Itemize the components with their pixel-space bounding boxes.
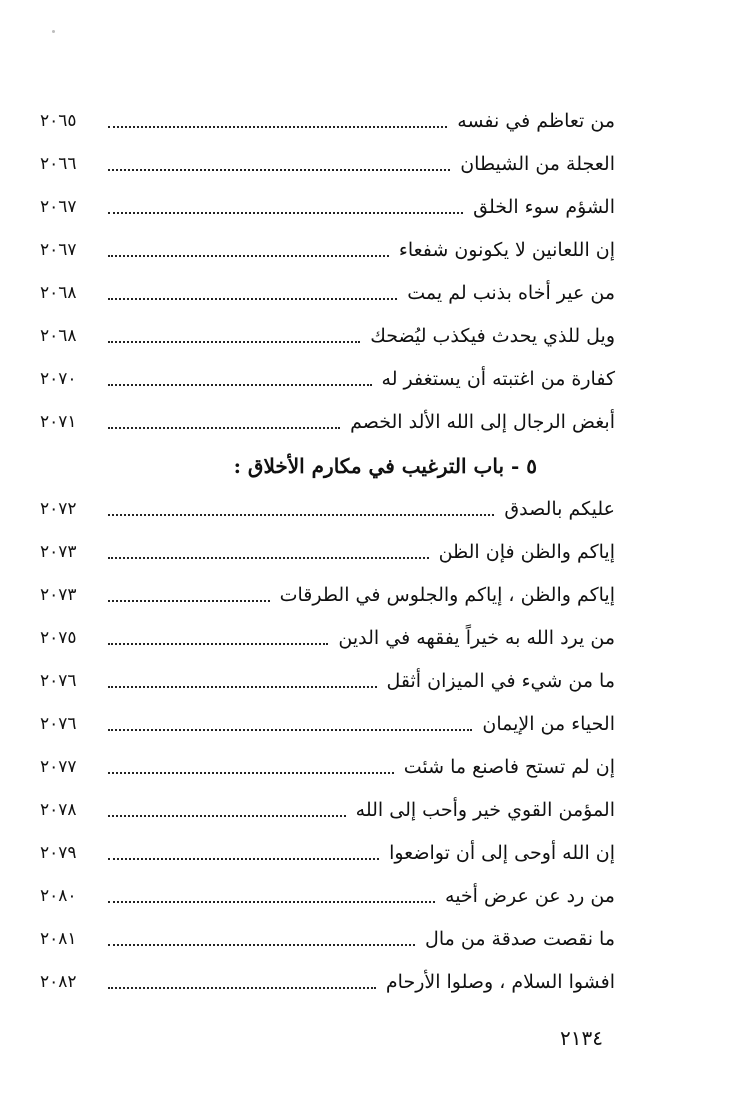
toc-entry [40,531,615,574]
toc-entry [40,186,615,229]
table-of-contents [40,100,615,1004]
entry-title: إن لم تستح فاصنع ما شئت [403,756,615,778]
toc-entry [40,961,615,1004]
entry-title: من تعاظم في نفسه [457,110,615,132]
entry-page: ٢٠٨١ [40,929,77,949]
toc-entry [40,660,615,703]
toc-entry [40,229,615,272]
toc-entry [40,746,615,789]
entry-title: إياكم والظن فإن الظن [438,541,615,563]
entry-title: إن الله أوحى إلى أن تواضعوا [389,842,615,864]
entry-title: ما نقصت صدقة من مال [425,928,615,950]
toc-entry [40,272,615,315]
toc-entry [40,875,615,918]
toc-entry [40,358,615,401]
dot-leader [108,169,450,171]
dot-leader [108,643,328,645]
entry-title: من يرد الله به خيراً يفقهه في الدين [338,627,615,649]
dot-leader [108,729,472,731]
entry-page: ٢٠٦٨ [40,283,77,303]
dot-leader [108,944,415,946]
dot-leader [108,600,270,602]
dot-leader [108,384,372,386]
dot-leader [108,557,429,559]
toc-entry [40,401,615,444]
dot-leader [108,987,376,989]
dot-leader [108,255,389,257]
entry-title: الحياء من الإيمان [482,713,615,735]
entry-page: ٢٠٧٩ [40,843,77,863]
entry-title: افشوا السلام ، وصلوا الأرحام [385,971,615,993]
dot-leader [108,901,435,903]
entry-title: أبغض الرجال إلى الله الألد الخصم [350,411,615,433]
entry-title: من رد عن عرض أخيه [445,885,615,907]
toc-entry [40,789,615,832]
dot-leader [108,298,397,300]
page-number: ٢١٣٤ [560,1026,603,1050]
entry-page: ٢٠٦٥ [40,111,77,131]
entry-page: ٢٠٧٢ [40,499,77,519]
entry-title: ويل للذي يحدث فيكذب ليُضحك [370,325,615,347]
toc-entry [40,703,615,746]
entry-title: عليكم بالصدق [504,498,615,520]
toc-entry [40,143,615,186]
entry-page: ٢٠٨٢ [40,972,77,992]
entry-page: ٢٠٦٧ [40,197,77,217]
toc-entry [40,918,615,961]
entry-title: المؤمن القوي خير وأحب إلى الله [355,799,615,821]
entry-page: ٢٠٧٣ [40,585,77,605]
entry-page: ٢٠٦٧ [40,240,77,260]
entry-page: ٢٠٧٣ [40,542,77,562]
dot-leader [108,686,377,688]
dot-leader [108,341,360,343]
toc-entry [40,617,615,660]
toc-entry [40,832,615,875]
toc-entry [40,100,615,143]
entry-title: من عير أخاه بذنب لم يمت [407,282,615,304]
dot-leader [108,815,346,817]
dot-leader [108,126,447,128]
entry-page: ٢٠٦٦ [40,154,77,174]
entry-title: إن اللعانين لا يكونون شفعاء [398,239,615,261]
dot-leader [108,858,379,860]
dot-leader [108,212,463,214]
entry-title: الشؤم سوء الخلق [473,196,615,218]
entry-page: ٢٠٧٥ [40,628,77,648]
entry-page: ٢٠٧٧ [40,757,77,777]
entry-page: ٢٠٨٠ [40,886,77,906]
section-heading-row [40,444,615,488]
toc-entry [40,315,615,358]
entry-page: ٢٠٧٦ [40,671,77,691]
entry-title: كفارة من اغتبته أن يستغفر له [381,368,615,390]
dot-leader [108,514,494,516]
toc-entry [40,488,615,531]
entry-page: ٢٠٧٦ [40,714,77,734]
section-heading: ٥ - باب الترغيب في مكارم الأخلاق : [233,454,537,478]
toc-entry [40,574,615,617]
entry-page: ٢٠٧٨ [40,800,77,820]
scan-speck [52,30,55,33]
entry-title: ما من شيء في الميزان أثقل [386,670,615,692]
entry-page: ٢٠٧٠ [40,369,77,389]
dot-leader [108,772,394,774]
entry-title: إياكم والظن ، إياكم والجلوس في الطرقات [279,584,615,606]
entry-title: العجلة من الشيطان [460,153,615,175]
entry-page: ٢٠٦٨ [40,326,77,346]
entry-page: ٢٠٧١ [40,412,77,432]
dot-leader [108,427,340,429]
